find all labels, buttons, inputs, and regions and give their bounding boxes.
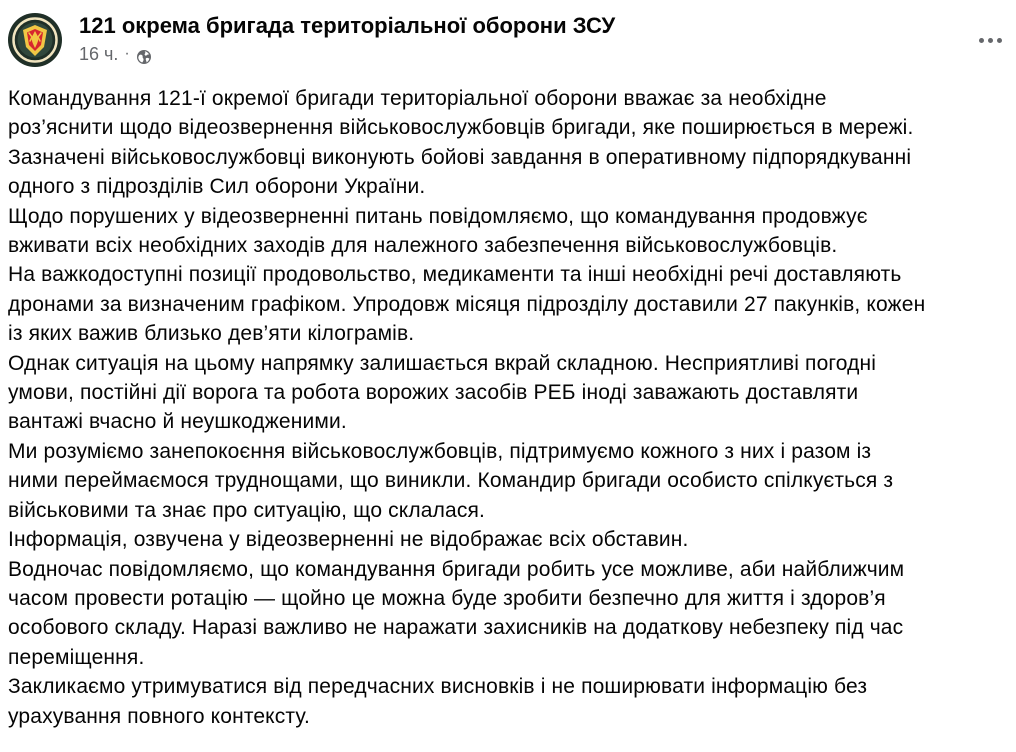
- post-text-line: дронами за визначеним графіком. Упродовж місяця підрозділу доставили 27 пакунків, кожен: [8, 292, 926, 316]
- post-text-line: Інформація, озвучена у відеозверненні не відображає всіх обставин.: [8, 528, 689, 552]
- post-text-line: вживати всіх необхідних заходів для належного забезпечення військовослужбовців.: [8, 234, 838, 258]
- post-text-line: вантажі вчасно й неушкодженими.: [8, 410, 347, 434]
- post-text-line: одного з підрозділів Сил оборони України.: [8, 175, 426, 199]
- post-text-line: Командування 121-ї окремої бригади територіальної оборони вважає за необхідне: [8, 87, 827, 110]
- post-text-line: роз’яснити щодо відеозвернення військовослужбовців бригади, яке поширюється в мережі.: [8, 116, 914, 140]
- post-text-line: особового складу. Наразі важливо не наражати захисників на додаткову небезпеку під час: [8, 616, 904, 640]
- page-avatar[interactable]: [8, 13, 62, 67]
- post-text-line: умови, постійні дії ворога та робота ворожих засобів РЕБ іноді заважають доставляти: [8, 381, 859, 405]
- post-text-line: На важкодоступні позиції продовольство, медикаменти та інші необхідні речі доставляють: [8, 263, 902, 287]
- more-dot-icon: [988, 38, 993, 43]
- brigade-emblem-icon: [8, 13, 62, 67]
- meta-separator: ·: [124, 45, 130, 62]
- post-header: [8, 8, 1016, 72]
- post-text-line: ними переймаємося труднощами, що виникли. Командир бригади особисто спілкується з: [8, 469, 894, 493]
- more-dot-icon: [997, 38, 1002, 43]
- post-text-line: переміщення.: [8, 645, 145, 669]
- post-text-line: Водночас повідомляємо, що командування бригади робить усе можливе, аби найближчим: [8, 557, 905, 581]
- more-options-button[interactable]: [976, 30, 1004, 50]
- post-text-line: Закликаємо утримуватися від передчасних висновків і не поширювати інформацію без: [8, 675, 868, 699]
- post-time-link[interactable]: 16 ч.: [79, 44, 119, 64]
- globe-icon: [136, 47, 152, 63]
- more-dot-icon: [979, 38, 984, 43]
- post-text-line: Зазначені військовослужбовці виконують бойові завдання в оперативному підпорядкуванні: [8, 145, 912, 169]
- post-meta: [79, 42, 152, 66]
- post-text-line: Однак ситуація на цьому напрямку залишається вкрай складною. Несприятливі погодні: [8, 351, 877, 375]
- post-text-line: Ми розуміємо занепокоєння військовослужбовців, підтримуємо кожного з них і разом із: [8, 439, 872, 463]
- post-text-line: урахування повного контексту.: [8, 704, 310, 728]
- post-text: [8, 84, 1012, 731]
- post-text-line: військовими та знає про ситуацію, що склалася.: [8, 498, 485, 522]
- post-text-line: часом провести ротацію — щойно це можна буде зробити безпечно для життя і здоров’я: [8, 586, 886, 610]
- post-text-line: Щодо порушених у відеозверненні питань повідомляємо, що командування продовжує: [8, 204, 868, 228]
- page-name-link[interactable]: 121 окрема бригада територіальної оборони ЗСУ: [79, 13, 616, 38]
- post-text-line: із яких важив близько дев’яти кілограмів.: [8, 322, 415, 346]
